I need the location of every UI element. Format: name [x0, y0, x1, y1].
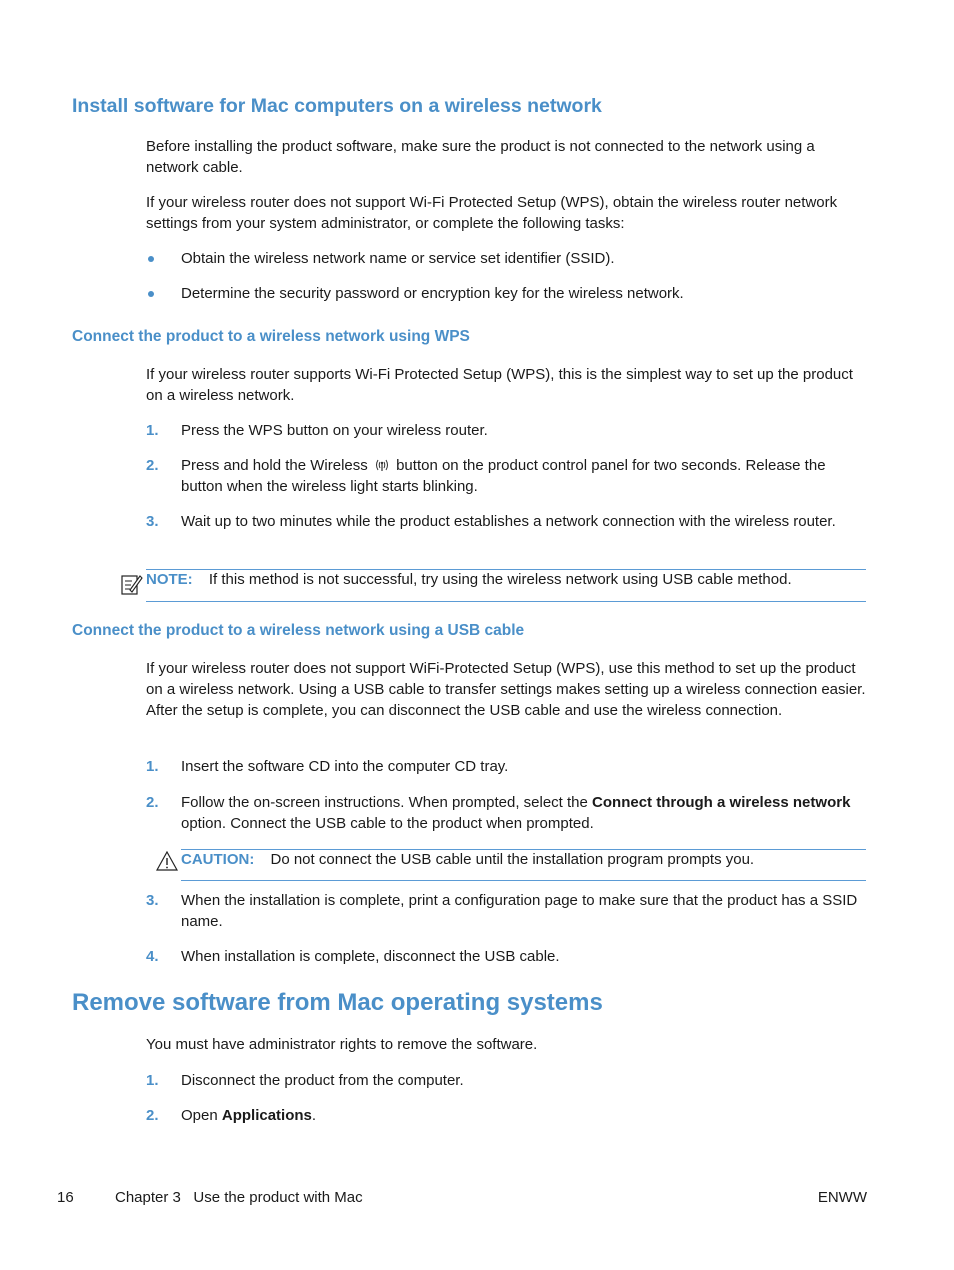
- paragraph: If your wireless router supports Wi-Fi Protected Setup (WPS), this is the simplest way to set up the product on a wireless network.: [146, 366, 853, 404]
- caution-label: CAUTION:: [181, 851, 255, 868]
- step-item: [146, 890, 866, 932]
- section-title: Remove software from Mac operating systems: [72, 989, 603, 1016]
- step-item: [146, 511, 866, 532]
- step-text: Press the WPS button on your wireless router.: [181, 422, 488, 439]
- step-item: [146, 1070, 866, 1091]
- bullet-text: Determine the security password or encryption key for the wireless network.: [181, 285, 684, 302]
- step-item: [146, 1105, 866, 1126]
- bullet-text: Obtain the wireless network name or service set identifier (SSID).: [181, 250, 615, 267]
- step-item: [146, 946, 866, 967]
- page-number: 16: [57, 1189, 74, 1206]
- step-number: 1.: [146, 758, 159, 775]
- bullet-icon: [148, 291, 154, 297]
- step-number: 1.: [146, 1072, 159, 1089]
- step-item: [146, 792, 866, 834]
- paragraph: Before installing the product software, make sure the product is not connected to the network using a network cable.: [146, 138, 815, 176]
- paragraph: If your wireless router does not support Wi-Fi Protected Setup (WPS), obtain the wireless router network settings from your system administrator, or complete the following tasks:: [146, 194, 838, 232]
- paragraph: If your wireless router does not support WiFi-Protected Setup (WPS), use this method to set up the product on a wireless network. Using a USB cable to transfer settings makes setting up a wireless connection easier. After the setup is complete, you can disconnect the USB cable and use the wireless connection.: [146, 660, 866, 719]
- step-number: 2.: [146, 457, 159, 474]
- subsection-title: Connect the product to a wireless network using a USB cable: [72, 622, 525, 639]
- bullet-item: [146, 248, 866, 269]
- step-text: Follow the on-screen instructions. When prompted, select the Connect through a wireless network option. Connect the USB cable to the product when prompted.: [181, 794, 851, 832]
- step-number: 3.: [146, 513, 159, 530]
- section-title: Install software for Mac computers on a wireless network: [72, 95, 602, 117]
- step-text: Disconnect the product from the computer.: [181, 1072, 464, 1089]
- step-item: [146, 455, 866, 497]
- bullet-item: [146, 283, 866, 304]
- step-text: Open Applications.: [181, 1107, 317, 1124]
- note-text: If this method is not successful, try using the wireless network using USB cable method.: [208, 571, 792, 588]
- step-text: Press and hold the Wireless button on the product control panel for two seconds. Release the button when the wireless light starts blinking.: [181, 457, 826, 495]
- step-text: Insert the software CD into the computer CD tray.: [181, 758, 509, 775]
- step-number: 3.: [146, 892, 159, 909]
- step-number: 2.: [146, 1107, 159, 1124]
- step-item: [146, 756, 866, 777]
- footer-right: ENWW: [817, 1189, 867, 1206]
- step-number: 2.: [146, 794, 159, 811]
- caution-text: Do not connect the USB cable until the installation program prompts you.: [270, 851, 755, 868]
- caution-box: [181, 849, 866, 881]
- subsection-title: Connect the product to a wireless network using WPS: [72, 328, 470, 345]
- note-label: NOTE:: [146, 571, 193, 588]
- wireless-icon: [374, 458, 390, 472]
- chapter-title: Chapter 3 Use the product with Mac: [115, 1189, 363, 1206]
- step-item: [146, 420, 866, 441]
- step-text: When the installation is complete, print a configuration page to make sure that the product has a SSID name.: [181, 892, 858, 930]
- step-text: Wait up to two minutes while the product establishes a network connection with the wireless router.: [181, 513, 836, 530]
- bullet-icon: [148, 256, 154, 262]
- step-number: 1.: [146, 422, 159, 439]
- caution-icon: [156, 851, 178, 871]
- paragraph: You must have administrator rights to remove the software.: [146, 1036, 538, 1053]
- step-text: When installation is complete, disconnect the USB cable.: [181, 948, 560, 965]
- note-icon: [120, 572, 144, 596]
- note-box: [146, 569, 866, 602]
- step-number: 4.: [146, 948, 159, 965]
